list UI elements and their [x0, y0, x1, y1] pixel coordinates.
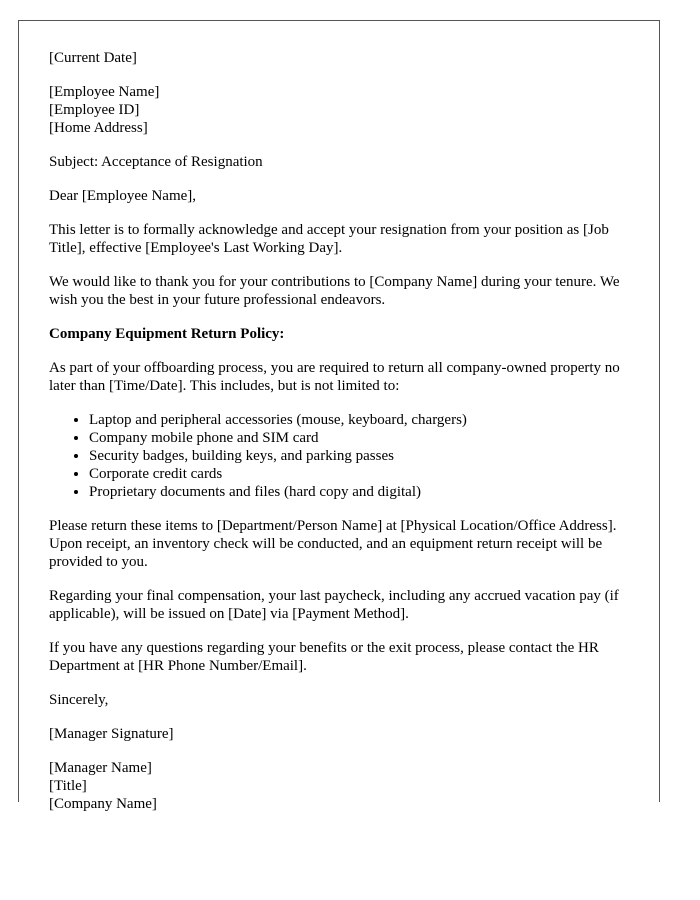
paragraph-return: Please return these items to [Department/Person Name] at [Physical Location/Office Address]. Upon receipt, an inventory check will be conducted, and an equipment return receipt will be provided to you. — [49, 518, 617, 570]
recipient-name: [Employee Name] — [49, 84, 160, 100]
list-item: • Proprietary documents and files (hard copy and digital) — [89, 483, 639, 501]
recipient-block — [49, 83, 639, 137]
letter-salutation: Dear [Employee Name], — [49, 188, 197, 204]
policy-heading: Company Equipment Return Policy: — [49, 326, 285, 342]
paragraph-compensation: Regarding your final compensation, your last paycheck, including any accrued vacation pay (if applicable), will be issued on [Date] via [Payment Method]. — [49, 588, 619, 622]
sender-title: [Title] — [49, 778, 87, 794]
paragraph-thanks: We would like to thank you for your contributions to [Company Name] during your tenure. We wish you the best in your future professional endeavors. — [49, 274, 620, 308]
sender-name: [Manager Name] — [49, 760, 152, 776]
list-item: • Security badges, building keys, and parking passes — [89, 447, 639, 465]
letter-date: [Current Date] — [49, 50, 137, 66]
paragraph-acknowledge: This letter is to formally acknowledge and accept your resignation from your position as [Job Title], effective [Employee's Last Working Day]. — [49, 222, 609, 256]
recipient-id: [Employee ID] — [49, 102, 140, 118]
list-item: • Corporate credit cards — [89, 465, 639, 483]
manager-signature: [Manager Signature] — [49, 726, 174, 742]
letter-subject: Subject: Acceptance of Resignation — [49, 154, 263, 170]
letter-closing: Sincerely, — [49, 692, 109, 708]
equipment-list — [49, 411, 639, 501]
list-item: • Laptop and peripheral accessories (mouse, keyboard, chargers) — [89, 411, 639, 429]
list-item: • Company mobile phone and SIM card — [89, 429, 639, 447]
sender-block — [49, 759, 639, 813]
letter-page — [18, 20, 660, 812]
recipient-address: [Home Address] — [49, 120, 148, 136]
letter-body — [49, 49, 639, 829]
paragraph-policy: As part of your offboarding process, you are required to return all company-owned property no later than [Time/Date]. This includes, but is not limited to: — [49, 360, 620, 394]
sender-company: [Company Name] — [49, 796, 157, 812]
paragraph-questions: If you have any questions regarding your benefits or the exit process, please contact the HR Department at [HR Phone Number/Email]. — [49, 640, 599, 674]
